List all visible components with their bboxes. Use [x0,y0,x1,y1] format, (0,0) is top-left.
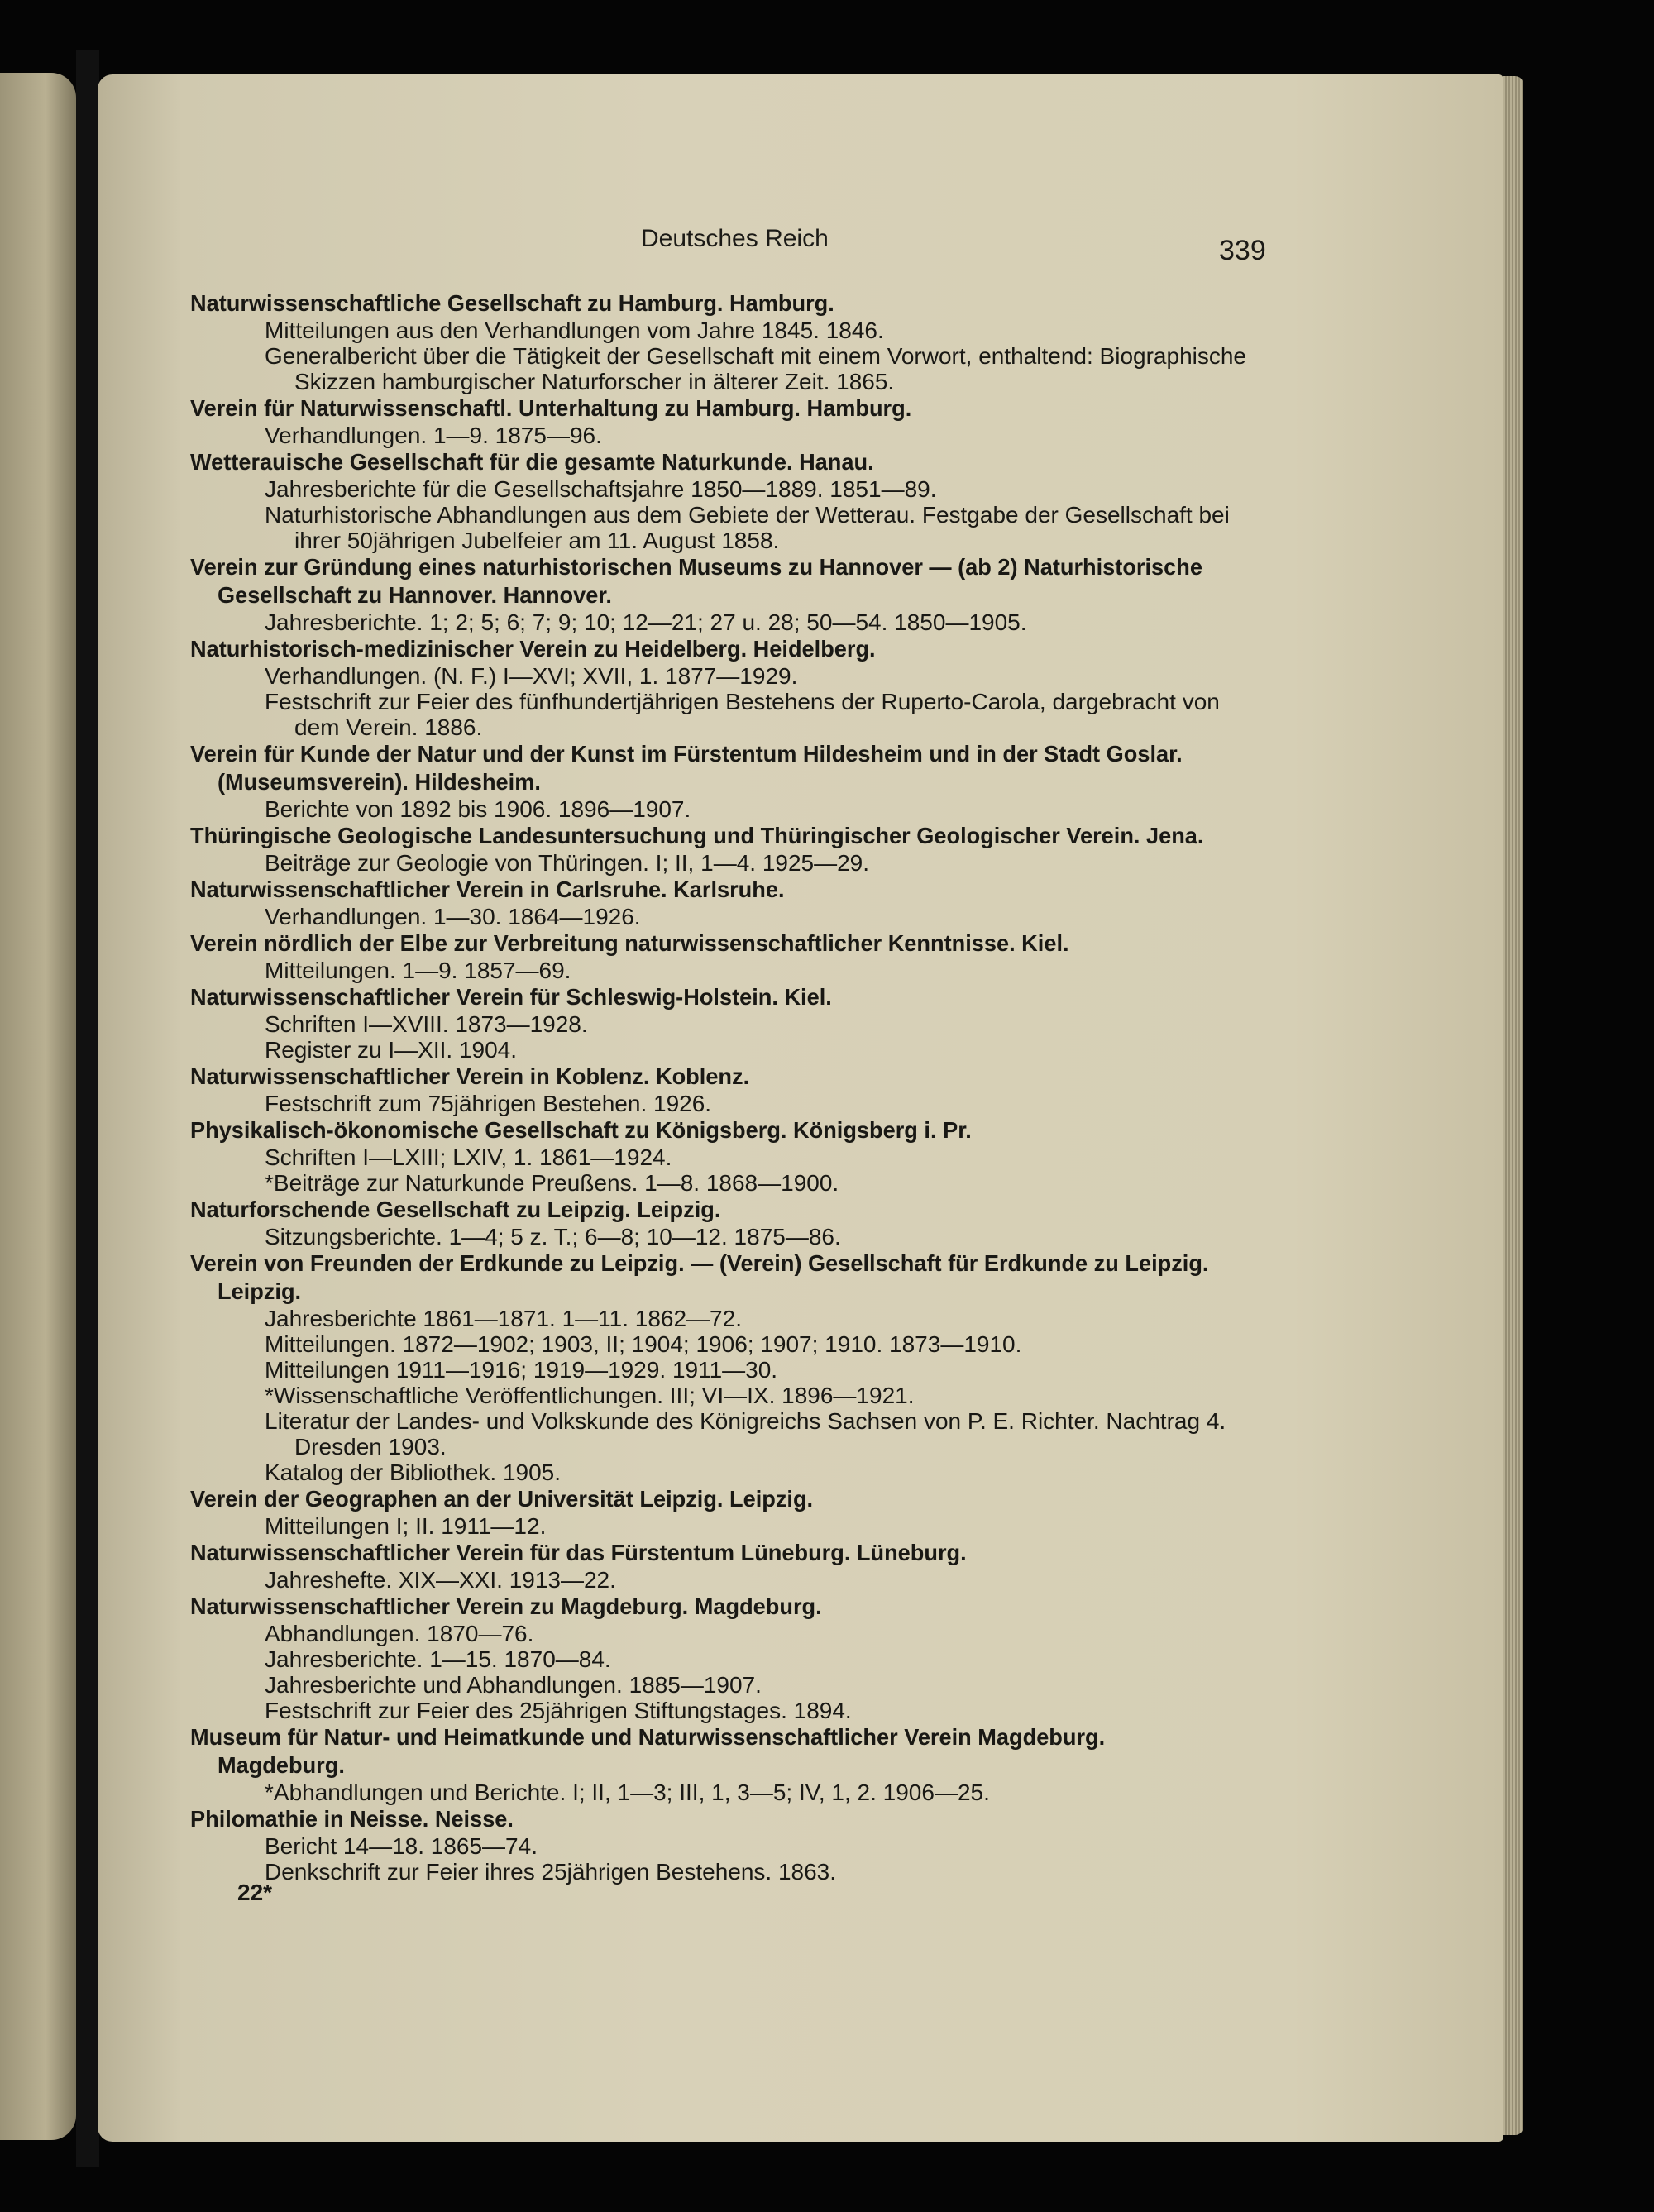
publication-line: Jahresberichte und Abhandlungen. 1885—1907. [265,1672,762,1698]
publication-line: Naturhistorische Abhandlungen aus dem Gebiete der Wetterau. Festgabe der Gesellschaft bei ihrer 50jährigen Jubelfeier am 11. August 1858. [265,502,1230,553]
publication-line: Mitteilungen aus den Verhandlungen vom Jahre 1845. 1846. [265,318,884,343]
society-entry [190,1196,1265,1249]
publication-line: Beiträge zur Geologie von Thüringen. I; II, 1—4. 1925—29. [265,850,870,876]
publication-line: Mitteilungen I; II. 1911—12. [265,1513,547,1539]
society-entry [190,740,1265,822]
publication-line: Jahresberichte. 1; 2; 5; 6; 7; 9; 10; 12—21; 27 u. 28; 50—54. 1850—1905. [265,609,1027,635]
society-entry [190,1593,1265,1723]
publication-line: Register zu I—XII. 1904. [265,1037,518,1063]
publication-line: Denkschrift zur Feier ihres 25jährigen Bestehens. 1863. [265,1859,837,1885]
society-heading: Naturwissenschaftlicher Verein in Carlsruhe. Karlsruhe. [190,877,785,902]
publication-line: Jahresberichte 1861—1871. 1—11. 1862—72. [265,1306,742,1331]
publication-line: Mitteilungen. 1—9. 1857—69. [265,958,571,983]
society-heading: Verein zur Gründung eines naturhistorischen Museums zu Hannover — (ab 2) Naturhistorische Gesellschaft zu Hannover. Hannover. [190,554,1202,608]
society-entry [190,1723,1265,1805]
society-entry [190,1249,1265,1485]
publication-line: Jahreshefte. XIX—XXI. 1913—22. [265,1567,616,1593]
society-entry [190,394,1265,448]
publication-line: Jahresberichte. 1—15. 1870—84. [265,1646,611,1672]
society-heading: Naturwissenschaftlicher Verein zu Magdeburg. Magdeburg. [190,1593,822,1619]
publication-line: Schriften I—LXIII; LXIV, 1. 1861—1924. [265,1144,672,1170]
society-heading: Physikalisch-ökonomische Gesellschaft zu Königsberg. Königsberg i. Pr. [190,1117,972,1143]
society-entry [190,1063,1265,1116]
society-heading: Thüringische Geologische Landesuntersuchung und Thüringischer Geologischer Verein. Jena. [190,823,1204,848]
publication-line: Jahresberichte für die Gesellschaftsjahre 1850—1889. 1851—89. [265,476,937,502]
society-heading: Verein von Freunden der Erdkunde zu Leipzig. — (Verein) Gesellschaft für Erdkunde zu Leipzig. Leipzig. [190,1250,1209,1304]
publication-line: Mitteilungen. 1872—1902; 1903, II; 1904; 1906; 1907; 1910. 1873—1910. [265,1331,1022,1357]
running-title: Deutsches Reich [641,225,829,252]
society-heading: Naturhistorisch-medizinischer Verein zu Heidelberg. Heidelberg. [190,636,876,662]
society-heading: Naturwissenschaftlicher Verein in Koblenz. Koblenz. [190,1063,750,1089]
publication-line: Schriften I—XVIII. 1873—1928. [265,1011,588,1037]
society-entry [190,1116,1265,1196]
publication-line: Verhandlungen. 1—9. 1875—96. [265,423,602,448]
society-entry [190,876,1265,929]
society-heading: Verein für Naturwissenschaftl. Unterhaltung zu Hamburg. Hamburg. [190,395,912,421]
society-entry [190,448,1265,553]
society-entry [190,635,1265,740]
page-number: 339 [1219,235,1266,266]
publication-line: Berichte von 1892 bis 1906. 1896—1907. [265,796,691,822]
publication-line: Literatur der Landes- und Volkskunde des Königreichs Sachsen von P. E. Richter. Nachtrag 4. Dresden 1903. [265,1408,1226,1460]
society-heading: Museum für Natur- und Heimatkunde und Naturwissenschaftlicher Verein Magdeburg. Magdeburg. [190,1724,1106,1778]
publication-line: Abhandlungen. 1870—76. [265,1621,534,1646]
society-entry [190,553,1265,635]
publication-line: Sitzungsberichte. 1—4; 5 z. T.; 6—8; 10—12. 1875—86. [265,1224,841,1249]
society-heading: Verein der Geographen an der Universität Leipzig. Leipzig. [190,1486,814,1512]
society-heading: Wetterauische Gesellschaft für die gesamte Naturkunde. Hanau. [190,449,874,475]
publication-line: *Wissenschaftliche Veröffentlichungen. III; VI—IX. 1896—1921. [265,1383,915,1408]
publication-line: *Abhandlungen und Berichte. I; II, 1—3; III, 1, 3—5; IV, 1, 2. 1906—25. [265,1780,990,1805]
publication-line: Verhandlungen. (N. F.) I—XVI; XVII, 1. 1877—1929. [265,663,798,689]
publication-line: Generalbericht über die Tätigkeit der Gesellschaft mit einem Vorwort, enthaltend: Biographische Skizzen hamburgischer Naturforscher in älterer Zeit. 1865. [265,343,1247,394]
signature-mark: 22* [237,1880,273,1905]
society-entry [190,929,1265,983]
directory-listing [190,289,1265,1885]
society-heading: Naturforschende Gesellschaft zu Leipzig. Leipzig. [190,1197,721,1222]
publication-line: Festschrift zur Feier des 25jährigen Stiftungstages. 1894. [265,1698,852,1723]
publication-line: Katalog der Bibliothek. 1905. [265,1460,562,1485]
publication-line: Festschrift zum 75jährigen Bestehen. 1926. [265,1091,712,1116]
society-entry [190,1539,1265,1593]
left-page-edge [0,73,76,2140]
society-entry [190,822,1265,876]
publication-line: Bericht 14—18. 1865—74. [265,1833,538,1859]
society-entry [190,1805,1265,1885]
society-heading: Verein nördlich der Elbe zur Verbreitung naturwissenschaftlicher Kenntnisse. Kiel. [190,930,1069,956]
publication-line: Festschrift zur Feier des fünfhundertjährigen Bestehens der Ruperto-Carola, dargebracht von dem Verein. 1886. [265,689,1220,740]
society-heading: Naturwissenschaftlicher Verein für Schleswig-Holstein. Kiel. [190,984,832,1010]
society-heading: Naturwissenschaftlicher Verein für das Fürstentum Lüneburg. Lüneburg. [190,1540,967,1565]
society-heading: Naturwissenschaftliche Gesellschaft zu Hamburg. Hamburg. [190,290,834,316]
page-stack-edge [1503,76,1523,2135]
book-gutter [76,50,99,2167]
publication-line: Mitteilungen 1911—1916; 1919—1929. 1911—30. [265,1357,778,1383]
society-entry [190,983,1265,1063]
society-heading: Philomathie in Neisse. Neisse. [190,1806,514,1832]
publication-line: Verhandlungen. 1—30. 1864—1926. [265,904,641,929]
society-heading: Verein für Kunde der Natur und der Kunst im Fürstentum Hildesheim und in der Stadt Goslar. (Museumsverein). Hildesheim. [190,741,1183,795]
publication-line: *Beiträge zur Naturkunde Preußens. 1—8. 1868—1900. [265,1170,839,1196]
society-entry [190,1485,1265,1539]
society-entry [190,289,1265,394]
